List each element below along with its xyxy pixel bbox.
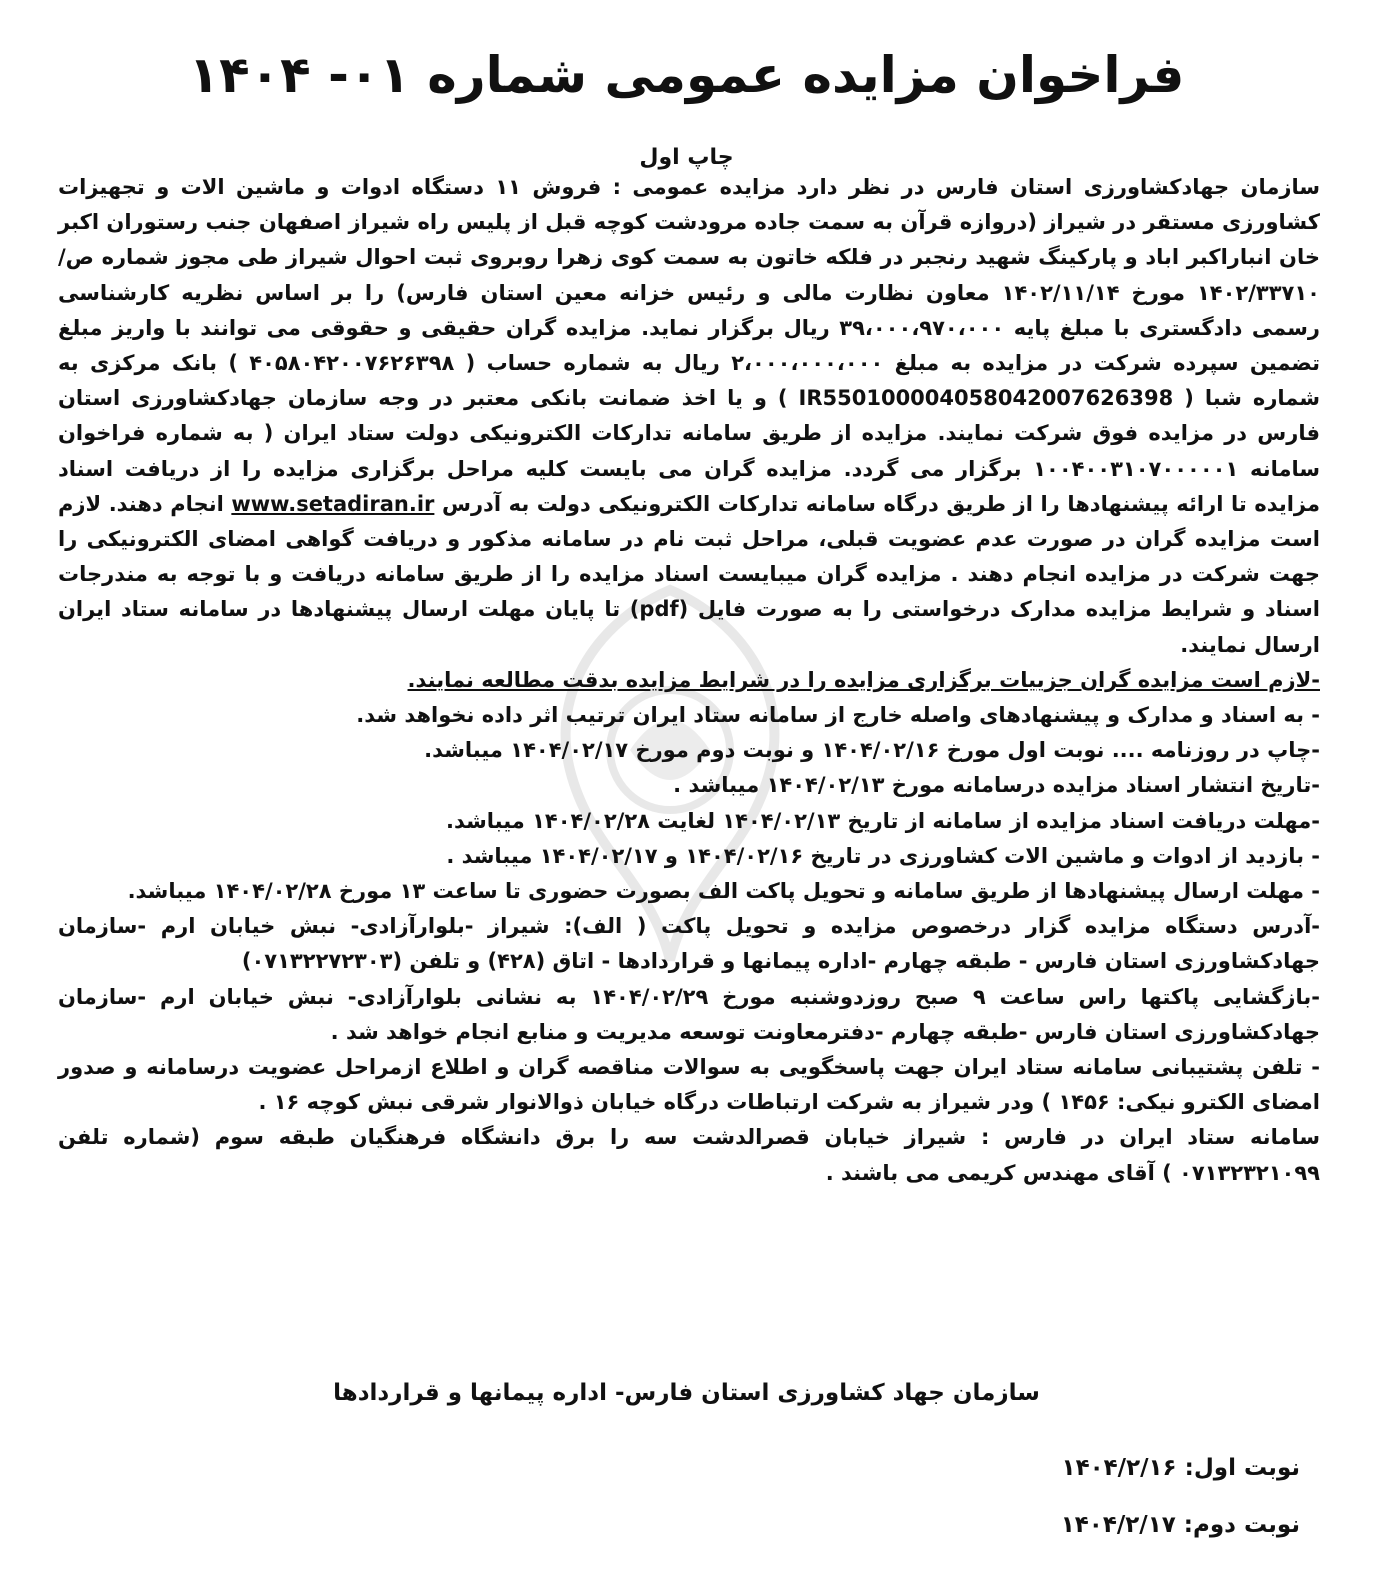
iban-number: IR550100004058042007626398 bbox=[798, 386, 1174, 411]
list-item: -تاریخ انتشار اسناد مزایده درسامانه مورخ ۱۴۰۴/۰۲/۱۳ میباشد . bbox=[673, 773, 1320, 798]
list-item: - به اسناد و مدارک و پیشنهادهای واصله خارج از سامانه ستاد ایران ترتیب اثر داده نخواهد شد. bbox=[356, 703, 1320, 728]
list-item: - تلفن پشتیبانی سامانه ستاد ایران جهت پاسخگویی به سوالات مناقصه گران و اطلاع ازمراحل عضویت درسامانه و صدور امضای الکترو نیکی: ۱۴۵۶ ) ودر شیراز به شرکت ارتباطات درگاه خیابان ذوالانوار شرقی نبش کوچه ۱۶ . bbox=[58, 1055, 1320, 1115]
paragraph-part-1: سازمان جهادکشاورزی استان فارس در نظر دارد مزایده عمومی : فروش ۱۱ دستگاه ادوات و ماشین الات و تجهیزات کشاورزی مستقر در شیراز (دروازه قرآن به سمت جاده مرودشت کوچه قبل از پلیس راه شیراز اصفهان جنب رستوران اکبر خان انباراکبر اباد و پارکینگ شهید رنجبر در فلکه خاتون به سمت کوی زهرا روبروی ثبت احوال شیراز طی مجوز شماره ص/۱۴۰۲/۳۳۷۱۰ مورخ ۱۴۰۲/۱۱/۱۴ معاون نظارت مالی و رئیس خزانه معین استان فارس) را بر اساس نظریه کارشناسی رسمی دادگستری با مبلغ پایه ۳۹،۰۰۰،۹۷۰،۰۰۰ ریال برگزار نماید. مزایده گران حقیقی و حقوقی می توانند با واریز مبلغ تضمین سپرده شرکت در مزایده به مبلغ ۲،۰۰۰،۰۰۰،۰۰۰ ریال به شماره حساب ( ۴۰۵۸۰۴۲۰۰۷۶۲۶۳۹۸ ) بانک مرکزی به شماره شبا ( bbox=[58, 175, 1321, 411]
paragraph-part-3: انجام دهند. لازم است مزایده گران در صورت عدم عضویت قبلی، مراحل ثبت نام در سامانه مذکور و دریافت گواهی امضای الکترونیکی را جهت شرکت در مزایده انجام دهند . مزایده گران میبایست اسناد مزایده را از طریق سامانه دریافت و با توجه به مندرجات اسناد و شرایط مزایده مدارک درخواستی را به صورت فایل ( bbox=[58, 491, 1321, 622]
page-title: فراخوان مزایده عمومی شماره ۰۱- ۱۴۰۴ bbox=[188, 46, 1185, 104]
issuer-signature: سازمان جهاد کشاورزی استان فارس- اداره پیمانها و قراردادها bbox=[333, 1380, 1040, 1406]
edition-label: چاپ اول bbox=[639, 145, 734, 170]
first-publication-date: نوبت اول: ۱۴۰۴/۲/۱۶ bbox=[1061, 1455, 1300, 1481]
notice-body bbox=[58, 170, 1320, 1191]
list-item: -مهلت دریافت اسناد مزایده از سامانه از تاریخ ۱۴۰۴/۰۲/۱۳ لغایت ۱۴۰۴/۰۲/۲۸ میباشد. bbox=[445, 808, 1320, 833]
list-item: - مهلت ارسال پیشنهادها از طریق سامانه و تحویل پاکت الف بصورت حضوری تا ساعت ۱۳ مورخ ۱۴۰۴/۰۲/۲۸ میباشد. bbox=[127, 879, 1320, 904]
second-publication-date: نوبت دوم: ۱۴۰۴/۲/۱۷ bbox=[1060, 1512, 1300, 1538]
list-item: -آدرس دستگاه مزایده گزار درخصوص مزایده و تحویل پاکت ( الف): شیراز -بلوارآزادی- نبش خیابان ارم -سازمان جهادکشاورزی استان فارس - طبقه چهارم -اداره پیمانها و قراردادها - اتاق (۴۲۸) و تلفن (۰۷۱۳۲۲۷۲۳۰۳) bbox=[58, 914, 1320, 974]
list-item: -لازم است مزایده گران جزییات برگزاری مزایده را در شرایط مزایده بدقت مطالعه نمایند. bbox=[407, 667, 1320, 692]
paragraph-part-4: ) تا پایان مهلت ارسال پیشنهادها در سامانه ستاد ایران ارسال نمایند. bbox=[58, 597, 1320, 657]
paragraph-part-2: ) و یا اخذ ضمانت بانکی معتبر در وجه سازمان جهادکشاورزی استان فارس در مزایده فوق شرکت نمایند. مزایده از طریق سامانه تدارکات الکترونیکی دولت ستاد ایران ( به شماره فراخوان سامانه ۱۰۰۴۰۰۳۱۰۷۰۰۰۰۰۱ برگزار می گردد. مزایده گران می بایست کلیه مراحل برگزاری مزایده را از دریافت اسناد مزایده تا ارائه پیشنهادها را از طریق درگاه سامانه تدارکات الکترونیکی دولت به آدرس bbox=[58, 386, 1320, 516]
list-item: -بازگشایی پاکتها راس ساعت ۹ صبح روزدوشنبه مورخ ۱۴۰۴/۰۲/۲۹ به نشانی بلوارآزادی- نبش خیابان ارم -سازمان جهادکشاورزی استان فارس -طبقه چهارم -دفترمعاونت توسعه مدیریت و منابع انجام خواهد شد . bbox=[58, 984, 1320, 1044]
list-item: سامانه ستاد ایران در فارس : شیراز خیابان قصرالدشت سه را برق دانشگاه فرهنگیان طبقه سوم (شماره تلفن ۰۷۱۳۲۳۲۱۰۹۹ ) آقای مهندس کریمی می باشند . bbox=[58, 1125, 1320, 1185]
publication-dates bbox=[900, 1440, 1300, 1554]
pdf-label: pdf bbox=[639, 597, 679, 622]
website-link[interactable]: www.setadiran.ir bbox=[231, 491, 435, 516]
list-item: - بازدید از ادوات و ماشین الات کشاورزی در تاریخ ۱۴۰۴/۰۲/۱۶ و ۱۴۰۴/۰۲/۱۷ میباشد . bbox=[446, 843, 1320, 868]
list-item: -چاپ در روزنامه .... نوبت اول مورخ ۱۴۰۴/۰۲/۱۶ و نوبت دوم مورخ ۱۴۰۴/۰۲/۱۷ میباشد. bbox=[424, 738, 1320, 763]
main-paragraph bbox=[58, 170, 1320, 663]
